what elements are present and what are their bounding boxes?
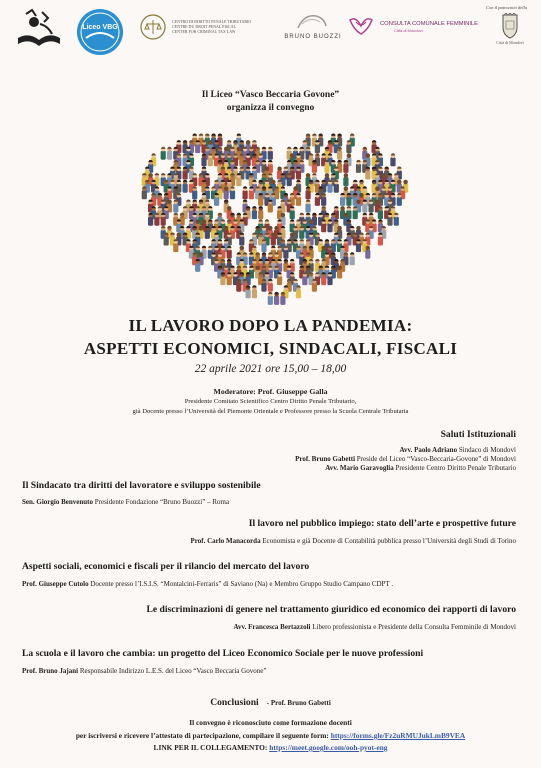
crowd-person [252,285,257,298]
crowd-person [261,239,266,252]
footer-line-3 [0,743,541,752]
crowd-person [290,206,295,219]
saluti-title: Saluti Istituzionali [440,429,516,440]
crowd-person [154,213,159,226]
crest-label: Città di Mondovì [496,40,524,45]
crowd-heart-illustration [130,128,420,308]
session-title: Aspetti sociali, economici e fiscali per il rilancio del mercato del lavoro [22,561,310,572]
crowd-person [296,193,301,206]
crowd-person [390,153,395,166]
session-speaker [233,623,516,631]
crowd-person [195,140,200,153]
crowd-person [346,193,351,206]
crowd-person [230,186,235,199]
crowd-person [327,180,332,193]
speaker-role: Presidente Fondazione “Bruno Buozzi” – Roma [94,498,230,506]
crowd-person [299,226,304,239]
meet-link[interactable]: https://meet.google.com/ooh-pyot-eng [269,743,388,752]
crowd-person [142,186,147,199]
bruno-buozzi-logo [280,10,346,46]
speaker-name: Sen. Giorgio Benvenuto [22,498,93,506]
crowd-person [268,200,273,213]
crowd-person [268,147,273,160]
centro-line-1: CENTRO DI DIRITTO PENALE TRIBUTARIO [172,19,252,24]
crowd-person [337,147,342,160]
consulta-femminile-logo [348,16,488,40]
speaker-role: Economista e già Docente di Contabilità pubblica presso l’Università degli Studi di Torino [262,537,516,545]
footer-line-1: Il convegno è riconosciuto come formazione docenti [189,718,352,727]
liceo-vbg-logo [76,8,124,56]
conclusioni-speaker: - Prof. Bruno Gabetti [266,699,331,707]
bruno-buozzi-text: BRUNO BUOZZI [284,34,342,40]
speaker-role: Sindaco di Mondovì [458,446,516,454]
speaker-role: Responsabile Indirizzo L.E.S. del Liceo “Vasco Beccaria Govone” [79,667,267,675]
crowd-person [378,206,383,219]
event-date: 22 aprile 2021 ore 15,00 – 18,00 [194,363,347,375]
session-title: La scuola e il lavoro che cambia: un progetto del Liceo Economico Sociale per le nuove professioni [22,648,424,659]
crowd-person [220,272,225,285]
crowd-person [164,233,169,246]
crowd-person [369,200,374,213]
speaker-name: Prof. Carlo Manacorda [190,537,261,545]
crowd-person [274,292,279,305]
crowd-person [343,160,348,173]
session-speaker [22,498,229,506]
crowd-person [296,167,301,180]
crowd-person [356,239,361,252]
crowd-person [161,147,166,160]
crowd-person [148,213,153,226]
speaker-role: Libero professionista e Presidente della Consulta Femminile di Mondovì [312,623,516,631]
crowd-person [365,167,370,180]
crowd-person [227,246,232,259]
crowd-person [287,173,292,186]
crowd-person [387,213,392,226]
crowd-person [239,233,244,246]
centro-diritto-penale-logo [140,14,270,44]
crowd-person [167,147,172,160]
consulta-subtext: Città di Mondovì [394,28,423,33]
speaker-name: Prof. Bruno Gabetti [295,455,356,463]
crowd-person [258,193,263,206]
crowd-person [224,186,229,199]
session-title: Le discriminazioni di genere nel trattamento giuridico ed economico dei rapporti di lavoro [146,604,516,615]
crowd-person [192,186,197,199]
crowd-person [321,193,326,206]
meet-text: LINK PER IL COLLEGAMENTO: [153,743,268,752]
speaker-role: Presidente Centro Diritto Penale Tributario [395,464,516,472]
crowd-person [362,200,367,213]
crowd-person [306,200,311,213]
crowd-person [337,266,342,279]
speaker-name: Avv. Paolo Adriano [399,446,458,454]
crowd-person [302,272,307,285]
moderator-label: Moderatore: Prof. Giuseppe Galla [213,387,328,396]
book-logo [14,8,64,54]
moderator-desc-1: Presidente Comitato Scientifico Centro Diritto Penale Tributario, [184,398,357,405]
crowd-person [173,239,178,252]
citta-mondovi-crest [498,13,522,47]
crowd-person [315,140,320,153]
crowd-person [346,140,351,153]
crowd-person [327,272,332,285]
form-link[interactable]: https://forms.gle/Fz2uRMUJukLmB9VEA [330,731,466,740]
event-title-line-1: IL LAVORO DOPO LA PANDEMIA: [128,316,413,335]
liceo-vbg-text: Liceo VBG [82,24,118,31]
crowd-person [261,279,266,292]
session-title: Il Sindacato tra diritti del lavoratore e sviluppo sostenibile [22,480,261,491]
saluti-speaker [325,464,516,472]
crowd-person [249,186,254,199]
crowd-person [394,213,399,226]
crowd-person [246,285,251,298]
logo-bar [0,0,541,60]
patronage-label: Con il patrocinio della [486,5,527,10]
crowd-person [365,246,370,259]
speaker-role: Preside del Liceo “Vasco-Beccaria-Govone” di Mondovì [356,455,516,463]
crowd-person [195,259,200,272]
conclusioni [0,692,541,710]
speaker-name: Avv. Francesca Bertazzoli [233,623,311,631]
session-speaker [22,667,266,675]
crowd-person [340,193,345,206]
crowd-person [296,285,301,298]
crowd-person [321,219,326,232]
moderator-desc-2: già Docente presso l’Università del Piemonte Orientale e Professore presso la Scuola Centrale Tributaria [132,408,409,415]
crowd-person [268,292,273,305]
speaker-name: Prof. Giuseppe Cutolo [22,580,89,588]
crowd-person [312,160,317,173]
crowd-person [227,272,232,285]
consulta-text: CONSULTA COMUNALE FEMMINILE [380,21,479,27]
crowd-person [397,193,402,206]
footer-line-2 [0,731,541,740]
crowd-person [173,200,178,213]
conclusioni-label: Conclusioni [210,697,259,708]
crowd-person [356,160,361,173]
session-title: Il lavoro nel pubblico impiego: stato dell’arte e prospettive future [248,518,516,529]
saluti-speaker [399,446,516,454]
crowd-person [343,173,348,186]
crowd-person [183,167,188,180]
saluti-speaker [295,455,516,463]
crowd-person [183,180,188,193]
crowd-person [277,272,282,285]
centro-line-3: CENTER FOR CRIMINAL TAX LAW [172,29,236,34]
crowd-person [306,186,311,199]
crowd-person [258,206,263,219]
crowd-person [315,193,320,206]
speaker-name: Avv. Mario Garavoglia [325,464,394,472]
crowd-person [378,233,383,246]
speaker-name: Prof. Bruno Jajani [22,667,79,675]
crowd-person [350,252,355,265]
centro-line-2: CENTRE DU DROIT PENAL FISCAL [172,24,237,29]
crowd-person [236,279,241,292]
crowd-person [327,219,332,232]
intro-line-2: organizza il convegno [226,103,315,113]
form-text: per iscriversi e ricevere l’attestato di partecipazione, compilare il seguente form: [75,731,329,740]
crowd-person [201,153,206,166]
crowd-person [334,180,339,193]
crowd-person [252,206,257,219]
event-title-line-2: ASPETTI ECONOMICI, SINDACALI, FISCALI [83,339,458,358]
intro-line-1: Il Liceo “Vasco Beccaria Govone” [201,90,340,100]
crowd-person [205,226,210,239]
crowd-person [321,272,326,285]
crowd-person [243,186,248,199]
crowd-person [353,206,358,219]
crowd-person [236,173,241,186]
crowd-person [268,279,273,292]
speaker-role: Docente presso l’I.S.I.S. “Montalcini-Ferraris” di Saviano (Na) e Membro Gruppo Studio Campano CDPT . [90,580,394,588]
session-speaker [22,580,393,588]
crowd-person [312,279,317,292]
crowd-person [208,153,213,166]
crowd-person [161,213,166,226]
crowd-person [324,160,329,173]
crowd-person [280,292,285,305]
crowd-person [271,233,276,246]
session-speaker [191,537,516,545]
crowd-person [283,246,288,259]
crowd-person [214,193,219,206]
